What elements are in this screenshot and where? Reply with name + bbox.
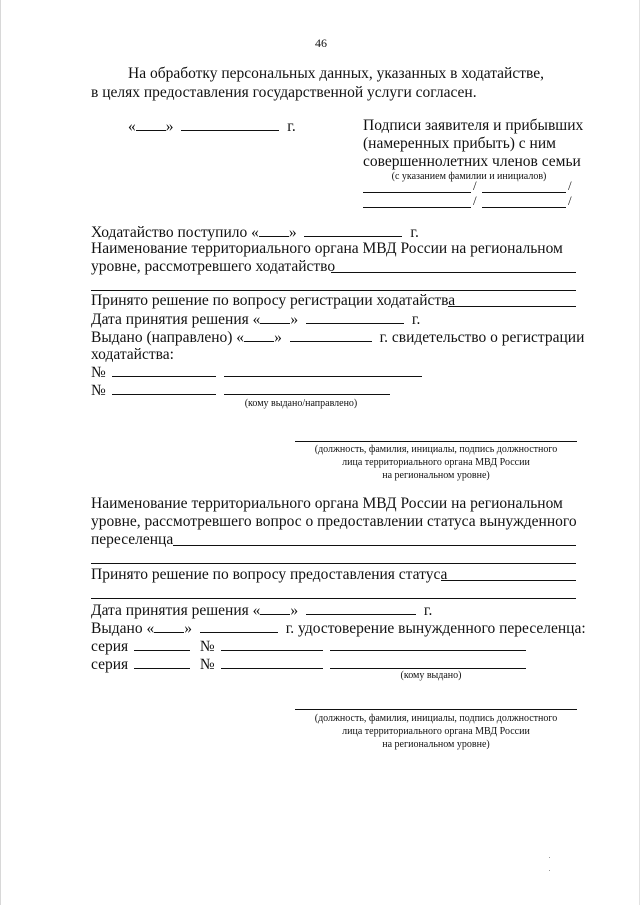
- consent-date: [128, 117, 296, 136]
- status-number-field-1[interactable]: [221, 637, 323, 651]
- status-issued-month-field[interactable]: [200, 619, 278, 633]
- status-organ-field-extra[interactable]: [91, 563, 576, 564]
- consent-day-field[interactable]: [136, 117, 166, 131]
- registration-recipient-field-1[interactable]: [224, 363, 422, 377]
- year-suffix: г.: [423, 602, 433, 619]
- year-suffix: г.: [287, 118, 296, 135]
- status-issued-suffix: г. удостоверение вынужденного переселенца:: [285, 620, 586, 637]
- status-decision-field[interactable]: [441, 580, 576, 581]
- year-suffix: г.: [411, 311, 421, 328]
- number-sign: №: [199, 656, 215, 673]
- registration-recipient-field-2[interactable]: [224, 381, 390, 395]
- registration-issued-suffix: г. свидетельство о регистрации: [379, 329, 585, 346]
- scan-speck: [549, 870, 550, 871]
- registration-issued-line-2: ходатайства:: [91, 346, 174, 363]
- date-open-quote: «: [128, 118, 136, 135]
- consent-month-field[interactable]: [181, 117, 279, 131]
- official-caption-1-line-2: лица территориального органа МВД России: [342, 457, 530, 468]
- status-month-field[interactable]: [306, 601, 416, 615]
- official-signature-line-2[interactable]: [295, 709, 577, 710]
- status-organ-line-2: уровне, рассмотревшего вопрос о предоставлении статуса вынужденного: [91, 513, 577, 530]
- official-caption-2-line-2: лица территориального органа МВД России: [342, 726, 530, 737]
- petition-organ-line-2: уровне, рассмотревшего ходатайство: [91, 258, 336, 275]
- consent-text-line-1: На обработку персональных данных, указанных в ходатайстве,: [128, 65, 544, 82]
- date-close-quote: »: [274, 329, 282, 346]
- consent-text-line-2: в целях предоставления государственной услуги согласен.: [91, 84, 477, 101]
- date-close-quote: »: [290, 311, 299, 328]
- signature-slash-2b: /: [568, 193, 572, 208]
- registration-number-field-1[interactable]: [112, 363, 216, 377]
- signatures-caption: (с указанием фамилии и инициалов): [391, 171, 547, 182]
- scan-speck: [549, 857, 550, 858]
- status-issued-label: Выдано «: [91, 620, 155, 637]
- page-number: 46: [315, 36, 327, 50]
- petition-day-field[interactable]: [259, 223, 289, 237]
- issued-month-field[interactable]: [290, 328, 372, 342]
- signatures-title-line-1: Подписи заявителя и прибывших: [363, 117, 584, 134]
- status-organ-line-3: переселенца: [91, 531, 174, 548]
- registration-date-label: Дата принятия решения «: [91, 311, 261, 328]
- official-caption-2-line-1: (должность, фамилия, инициалы, подпись должностного: [314, 713, 558, 724]
- registration-issued: [91, 328, 584, 347]
- status-issued-day-field[interactable]: [154, 619, 184, 633]
- status-number-field-2[interactable]: [221, 655, 323, 669]
- signatures-title-line-3: совершеннолетних членов семьи: [363, 153, 581, 170]
- signature-line-2b[interactable]: [482, 207, 566, 208]
- signature-line-1a[interactable]: [363, 192, 471, 193]
- petition-organ-line-1: Наименование территориального органа МВД России на региональном: [91, 240, 563, 257]
- petition-organ-field[interactable]: [331, 272, 576, 273]
- status-series-row-1: [91, 637, 526, 656]
- status-decision-label: Принято решение по вопросу предоставления статуса: [91, 566, 448, 583]
- petition-month-field[interactable]: [304, 223, 402, 237]
- signature-slash-1b: /: [568, 178, 572, 193]
- signature-line-1b[interactable]: [482, 192, 566, 193]
- registration-number-row-1: [91, 363, 422, 382]
- registration-decision-field[interactable]: [448, 306, 576, 307]
- number-sign: №: [91, 382, 106, 399]
- registration-decision-label: Принято решение по вопросу регистрации ходатайства: [91, 292, 456, 309]
- official-signature-line-1[interactable]: [295, 441, 577, 442]
- status-series-field-1[interactable]: [134, 637, 190, 651]
- registration-number-field-2[interactable]: [112, 381, 216, 395]
- status-organ-field[interactable]: [173, 545, 576, 546]
- signatures-title-line-2: (намеренных прибыть) с ним: [363, 135, 556, 152]
- status-date-label: Дата принятия решения «: [91, 602, 261, 619]
- year-suffix: г.: [410, 224, 419, 241]
- date-close-quote: »: [290, 602, 299, 619]
- registration-month-field[interactable]: [306, 310, 404, 324]
- status-organ-line-1: Наименование территориального органа МВД России на региональном: [91, 495, 563, 512]
- registration-decision-date: [91, 310, 420, 329]
- official-caption-2-line-3: на региональном уровне): [382, 739, 490, 750]
- signature-slash-2a: /: [473, 193, 477, 208]
- number-sign: №: [91, 364, 106, 381]
- status-decision-field-extra[interactable]: [91, 598, 576, 599]
- official-caption-1-line-1: (должность, фамилия, инициалы, подпись должностного: [314, 444, 558, 455]
- registration-recipient-caption: (кому выдано/направлено): [244, 398, 358, 409]
- petition-organ-field-extra[interactable]: [91, 290, 576, 291]
- date-close-quote: »: [288, 224, 297, 241]
- registration-issued-label: Выдано (направлено) «: [91, 329, 245, 346]
- registration-day-field[interactable]: [260, 310, 290, 324]
- status-recipient-field-1[interactable]: [330, 637, 526, 651]
- issued-day-field[interactable]: [244, 328, 274, 342]
- official-caption-1-line-3: на региональном уровне): [382, 470, 490, 481]
- status-series-field-2[interactable]: [134, 655, 190, 669]
- date-close-quote: »: [184, 620, 192, 637]
- number-sign: №: [199, 638, 215, 655]
- series-label: серия: [91, 638, 129, 655]
- status-issued: [91, 619, 586, 638]
- signature-slash-1a: /: [473, 178, 477, 193]
- petition-received-label: Ходатайство поступило «: [91, 224, 259, 241]
- series-label: серия: [91, 656, 129, 673]
- status-recipient-field-2[interactable]: [330, 655, 526, 669]
- status-recipient-caption: (кому выдано): [400, 670, 462, 681]
- signature-line-2a[interactable]: [363, 207, 471, 208]
- status-day-field[interactable]: [260, 601, 290, 615]
- date-close-quote: »: [165, 118, 174, 135]
- status-decision-date: [91, 601, 432, 620]
